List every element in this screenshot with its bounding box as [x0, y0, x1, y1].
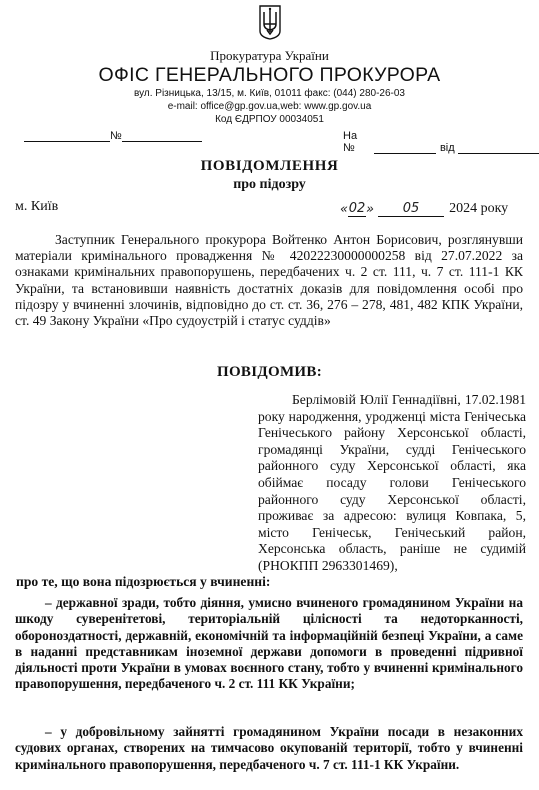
- document-place: м. Київ: [15, 199, 59, 214]
- outgoing-number-label: №: [110, 130, 122, 142]
- outgoing-number-blank: [24, 131, 110, 142]
- suspicion-intro: про те, що вона підозрюється у вчиненні:: [16, 574, 271, 589]
- outgoing-number-field: [24, 130, 202, 142]
- coat-of-arms-icon: [258, 4, 282, 40]
- document-title: ПОВІДОМЛЕННЯ: [200, 158, 339, 174]
- incoming-date-label: від: [439, 142, 455, 154]
- date-month: 05: [378, 201, 444, 217]
- outgoing-number-value-blank: [122, 131, 202, 142]
- incoming-number-label: На №: [343, 130, 358, 154]
- date-quote-open: «: [340, 202, 349, 217]
- date-day: 02: [348, 201, 366, 216]
- incoming-number-blank: [374, 143, 436, 154]
- incoming-number-field: [343, 130, 539, 154]
- document-date: [340, 201, 508, 217]
- intro-paragraph: Заступник Генерального прокурора Войтенко Антон Борисович, розглянувши матеріали кримінального провадження № 42022230000000258 від 27.07.2022 за ознаками кримінальних правопорушень, передбачених ч. 2 ст. 111, ч. 7 ст. 111-1 КК України, та встановивши наявність достатніх доказів для повідомлення особі про підозру у вчиненні злочинів, відповідно до ст. ст. 36, 276 – 278, 481, 482 КПК України, ст. 49 Закону України «Про судоустрій і статус суддів»: [15, 232, 523, 329]
- suspect-details: Берлімовій Юлії Геннадіївні, 17.02.1981 року народження, уродженці міста Генічеська Генічеського району Херсонської області, громадянці України, судді Генічеського районного суду Херсонської області, яка обіймає посаду голови Генічеського районного суду Херсонської області, проживає за адресою: вулиця Ковпака, 5, місто Генічеськ, Генічеський район, Херсонська область, раніше не судимій (РНОКПП 2963301469),: [258, 392, 526, 573]
- date-quote-close: »: [366, 202, 375, 217]
- office-code: Код ЄДРПОУ 00034051: [215, 114, 324, 125]
- date-year: 2024 року: [449, 201, 509, 216]
- document-subtitle: про підозру: [233, 177, 306, 192]
- accusation-item: – у добровільному зайнятті громадянином України посади в незаконних судових органах, створених на тимчасово окупованій території, тобто у вчиненні кримінального правопорушення, передбаченого ч. 7 ст. 111-1 КК України.: [15, 724, 523, 772]
- office-contacts: e-mail: office@gp.gov.ua,web: www.gp.gov.ua: [167, 101, 372, 112]
- accusation-item: – державної зради, тобто діяння, умисно вчиненого громадянином України на шкоду суверенітетові, територіальній цілісності та недоторканності, обороноздатності, державній, економічній та інформаційній безпеці України, а саме в наданні представникам іноземної держави допомоги в проведенні підривної діяльності проти України в умовах воєнного стану, тобто у вчиненні кримінального правопорушення, передбаченого ч. 2 ст. 111 КК України;: [15, 595, 523, 692]
- office-name: ОФІС ГЕНЕРАЛЬНОГО ПРОКУРОРА: [98, 64, 441, 86]
- office-address: вул. Різницька, 13/15, м. Київ, 01011 факс: (044) 280-26-03: [134, 88, 405, 99]
- org-name: Прокуратура України: [210, 48, 329, 63]
- incoming-date-blank: [458, 143, 539, 154]
- notify-heading: ПОВІДОМИВ:: [217, 364, 322, 380]
